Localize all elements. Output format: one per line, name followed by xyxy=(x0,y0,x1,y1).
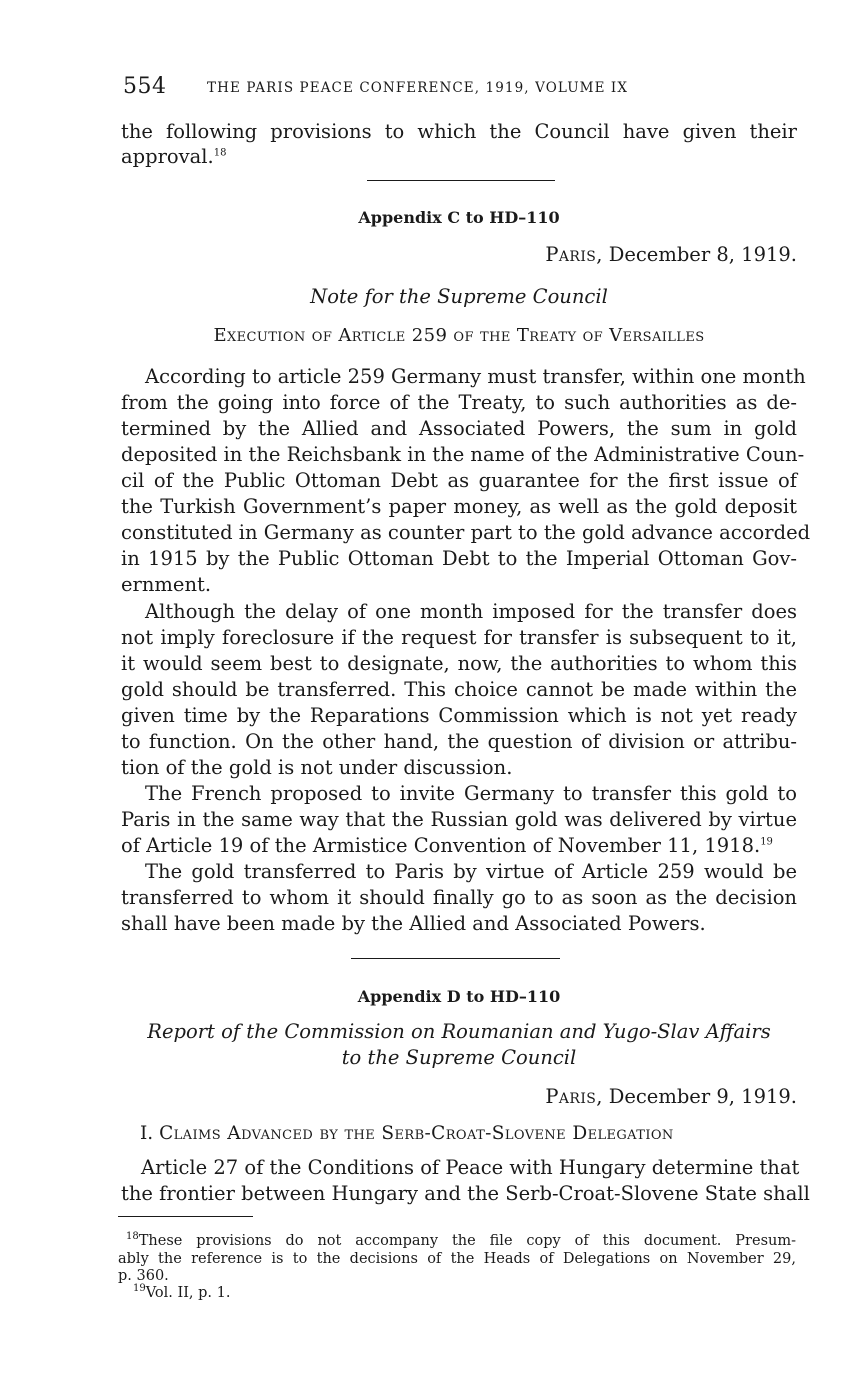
section-divider xyxy=(351,958,560,959)
section-heading xyxy=(140,1121,800,1146)
paragraph-line: gold should be transferred. This choice cannot be made within the xyxy=(121,678,797,701)
note-subject: Execution of Article 259 of the Treaty of Versailles xyxy=(213,325,705,346)
page-number: 554 xyxy=(123,74,167,99)
paragraph-line: cil of the Public Ottoman Debt as guarantee for the first issue of xyxy=(121,469,797,492)
paragraph-line: constituted in Germany as counter part to the gold advance accorded xyxy=(121,521,811,544)
footnote-18-line xyxy=(126,1233,796,1249)
paragraph-line: given time by the Reparations Commission which is not yet ready xyxy=(121,704,797,727)
paragraph-line: tion of the gold is not under discussion. xyxy=(121,756,513,779)
paragraph-line: ernment. xyxy=(121,573,212,596)
running-header xyxy=(123,74,803,102)
paragraph-line: deposited in the Reichsbank in the name of the Administrative Coun- xyxy=(121,443,805,466)
paragraph-line: in 1915 by the Public Ottoman Debt to the Imperial Ottoman Gov- xyxy=(121,547,797,570)
paragraph-line: The gold transferred to Paris by virtue of Article 259 would be xyxy=(145,860,797,883)
paragraph-line: According to article 259 Germany must transfer, within one month xyxy=(145,365,806,388)
dateline-place: Paris xyxy=(545,243,597,266)
paragraph-line xyxy=(121,833,797,858)
paragraph-line: Article 27 of the Conditions of Peace with Hungary determine that xyxy=(141,1156,800,1179)
paragraph-line: from the going into force of the Treaty, to such authorities as de- xyxy=(121,391,797,414)
footnote-number: 18 xyxy=(126,1231,139,1243)
section-number: I. xyxy=(140,1123,154,1144)
paragraph-line: Paris in the same way that the Russian gold was delivered by virtue xyxy=(121,808,797,831)
appendix-c-dateline xyxy=(121,242,797,267)
appendix-d-heading: Appendix D to HD–110 xyxy=(357,987,561,1006)
dateline-date: , December 8, 1919. xyxy=(596,243,797,266)
footnote-18-line: p. 360. xyxy=(118,1268,169,1284)
report-title-line: to the Supreme Council xyxy=(341,1046,577,1069)
paragraph-line: Although the delay of one month imposed for the transfer does xyxy=(145,600,797,623)
section-title: Claims Advanced by the Serb-Croat-Slovene Delegation xyxy=(159,1123,674,1144)
section-divider xyxy=(367,180,555,181)
running-title: THE PARIS PEACE CONFERENCE, 1919, VOLUME IX xyxy=(207,80,629,96)
paragraph-line: the Turkish Government’s paper money, as well as the gold deposit xyxy=(121,495,797,518)
paragraph-line: transferred to whom it should finally go to as soon as the decision xyxy=(121,886,797,909)
intro-text: approval. xyxy=(121,145,214,168)
appendix-c-heading: Appendix C to HD–110 xyxy=(358,208,560,227)
paragraph-line: not imply foreclosure if the request for transfer is subsequent to it, xyxy=(121,626,797,649)
dateline-place: Paris xyxy=(545,1085,597,1108)
footnote-divider xyxy=(118,1216,253,1217)
intro-line: the following provisions to which the Council have given their xyxy=(121,120,797,143)
paragraph-line: to function. On the other hand, the question of division or attribu- xyxy=(121,730,797,753)
footnote-text: Vol. II, p. 1. xyxy=(145,1285,231,1301)
dateline-date: , December 9, 1919. xyxy=(596,1085,797,1108)
footnote-ref: 19 xyxy=(760,836,773,848)
footnote-18-line: ably the reference is to the decisions of the Heads of Delegations on November 29, xyxy=(118,1251,796,1267)
paragraph-text: of Article 19 of the Armistice Convention of November 11, 1918. xyxy=(121,834,761,857)
paragraph-line: The French proposed to invite Germany to transfer this gold to xyxy=(145,782,797,805)
paragraph-line: the frontier between Hungary and the Serb-Croat-Slovene State shall xyxy=(121,1182,810,1205)
note-title: Note for the Supreme Council xyxy=(310,285,608,308)
footnote-ref: 18 xyxy=(213,147,227,159)
paragraph-line: it would seem best to designate, now, the authorities to whom this xyxy=(121,652,797,675)
appendix-d-dateline xyxy=(121,1084,797,1109)
footnote-19 xyxy=(133,1285,811,1301)
paragraph-line: termined by the Allied and Associated Powers, the sum in gold xyxy=(121,417,797,440)
intro-line xyxy=(121,144,797,169)
report-title-line: Report of the Commission on Roumanian and Yugo-Slav Affairs xyxy=(147,1020,771,1043)
footnote-number: 19 xyxy=(133,1283,146,1295)
footnote-text: These provisions do not accompany the file copy of this document. Presum- xyxy=(138,1233,796,1249)
paragraph-line: shall have been made by the Allied and Associated Powers. xyxy=(121,912,706,935)
